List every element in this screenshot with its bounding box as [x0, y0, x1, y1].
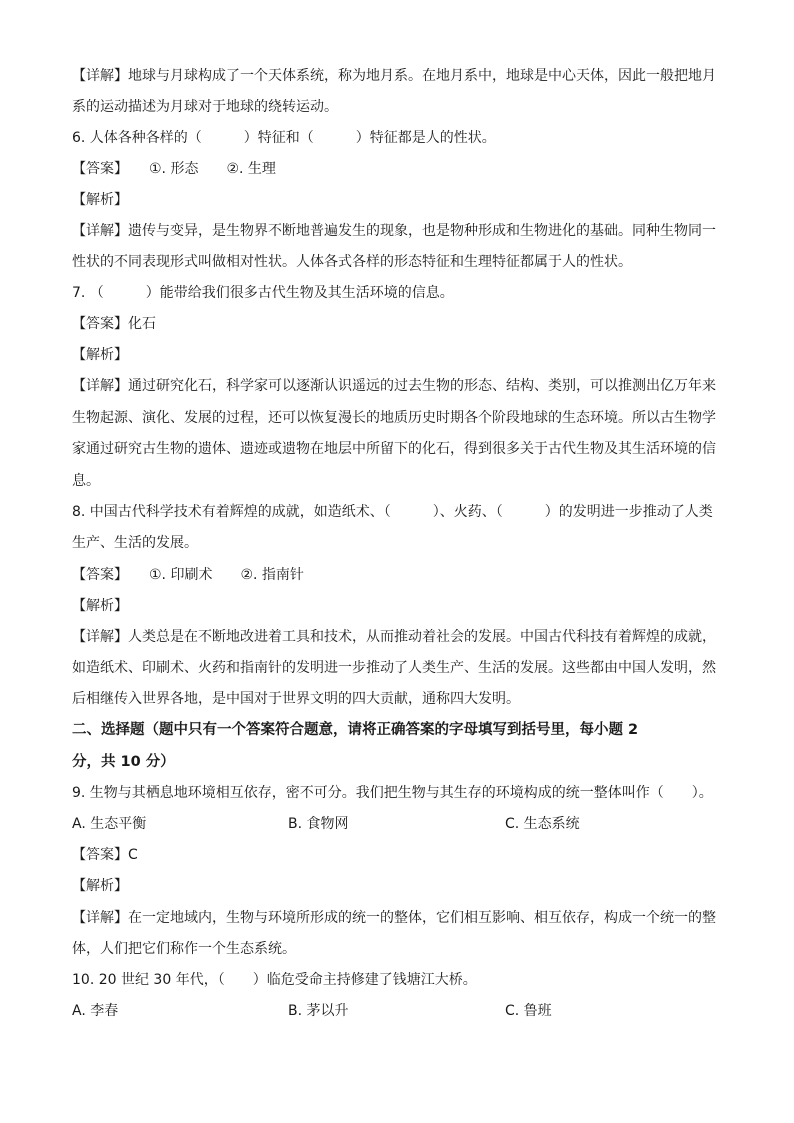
option-c: C. 鲁班	[505, 1003, 552, 1019]
text-line: 后相继传入世界各地，是中国对于世界文明的四大贡献，通称四大发明。	[72, 691, 520, 707]
question-8: 8. 中国古代科学技术有着辉煌的成就，如造纸术、（ ）、火药、（ ）的发明进一步推动了人类	[72, 504, 713, 520]
text-line: 【详解】地球与月球构成了一个天体系统，称为地月系。在地月系中，地球是中心天体，因此一般把地月	[72, 68, 716, 84]
question-6: 6. 人体各种各样的（ ）特征和（ ）特征都是人的性状。	[72, 130, 496, 146]
text-line: 【详解】遗传与变异，是生物界不断地普遍发生的现象，也是物种形成和生物进化的基础。同种生物同一	[72, 223, 716, 239]
option-b: B. 食物网	[288, 816, 349, 832]
option-c: C. 生态系统	[505, 816, 580, 832]
answer-label: 【答案】化石	[72, 316, 156, 332]
analysis-label: 【解析】	[72, 192, 128, 208]
option-b: B. 茅以升	[288, 1003, 349, 1019]
analysis-label: 【解析】	[72, 347, 128, 363]
text-line: 家通过研究古生物的遗体、遗迹或遗物在地层中所留下的化石，得到很多关于古代生物及其生活环境的信	[72, 441, 716, 457]
text-line: 性状的不同表现形式叫做相对性状。人体各式各样的形态特征和生理特征都属于人的性状。	[72, 254, 632, 270]
question-10: 10. 20 世纪 30 年代，（ ）临危受命主持修建了钱塘江大桥。	[72, 972, 477, 988]
analysis-label: 【解析】	[72, 878, 128, 894]
section-heading: 分，共 10 分）	[72, 754, 175, 770]
answer-label: 【答案】C	[72, 847, 138, 863]
answer-label: 【答案】 ①. 形态 ②. 生理	[72, 161, 276, 177]
text-line: 生物起源、演化、发展的过程，还可以恢复漫长的地质历史时期各个阶段地球的生态环境。所以古生物学	[72, 410, 716, 426]
text-line: 系的运动描述为月球对于地球的绕转运动。	[72, 99, 338, 115]
question-7: 7. （ ）能带给我们很多古代生物及其生活环境的信息。	[72, 285, 454, 301]
option-a: A. 生态平衡	[72, 816, 147, 832]
text-line: 如造纸术、印刷术、火药和指南针的发明进一步推动了人类生产、生活的发展。这些都由中国人发明，然	[72, 660, 716, 676]
question-9: 9. 生物与其栖息地环境相互依存，密不可分。我们把生物与其生存的环境构成的统一整体叫作（ ）。	[72, 785, 713, 801]
section-heading: 二、选择题（题中只有一个答案符合题意，请将正确答案的字母填写到括号里，每小题 2	[72, 722, 639, 738]
text-line: 体，人们把它们称作一个生态系统。	[72, 941, 296, 957]
text-line: 【详解】通过研究化石，科学家可以逐渐认识遥远的过去生物的形态、结构、类别，可以推测出亿万年来	[72, 378, 716, 394]
option-a: A. 李春	[72, 1003, 119, 1019]
text-line: 息。	[72, 473, 100, 489]
answer-label: 【答案】 ①. 印刷术 ②. 指南针	[72, 567, 304, 583]
text-line: 生产、生活的发展。	[72, 535, 198, 551]
text-line: 【详解】在一定地域内，生物与环境所形成的统一的整体，它们相互影响、相互依存，构成一个统一的整	[72, 910, 716, 926]
text-line: 【详解】人类总是在不断地改进着工具和技术，从而推动着社会的发展。中国古代科技有着辉煌的成就，	[72, 629, 716, 645]
analysis-label: 【解析】	[72, 598, 128, 614]
